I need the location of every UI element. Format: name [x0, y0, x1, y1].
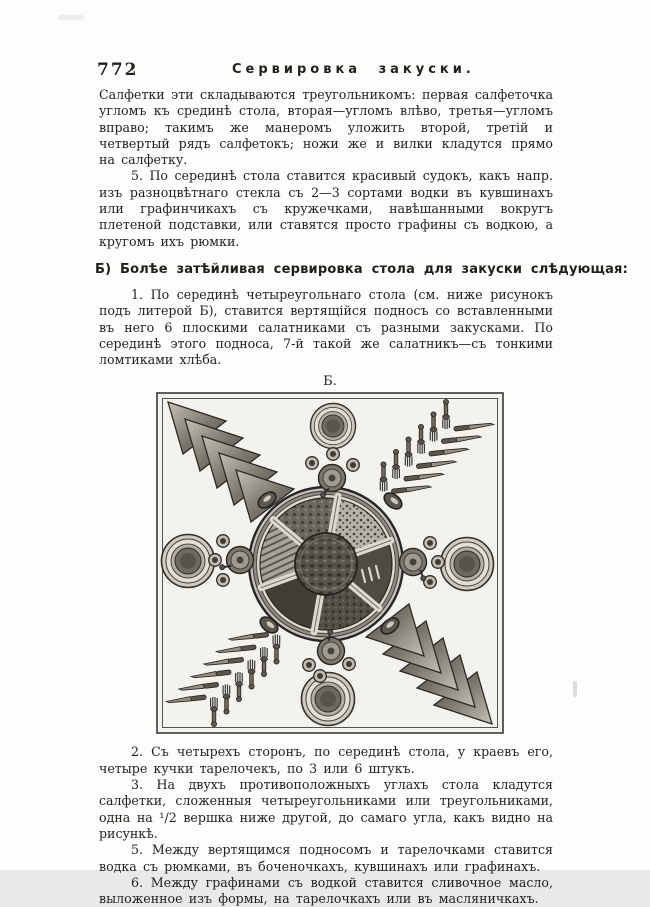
body-text	[95, 87, 628, 907]
running-title: Сервировка закуски.	[232, 62, 475, 77]
paragraph-item-5b: 5. Между вертящимся подносомъ и тарелочками ставится водка съ рюмками, въ боченочкахъ, кувшинахъ или графинахъ.	[99, 842, 553, 874]
plate-stack-east	[441, 538, 494, 591]
paragraph-item-3: 3. На двухъ противоположныхъ углахъ стола кладутся салфетки, сложенныя четыреугольниками или треугольниками, одна на ¹/2 вершка ниже другой, до самаго угла, какъ видно на рисункѣ.	[99, 777, 553, 841]
plate-stack-north	[310, 404, 355, 449]
bread-dish	[295, 533, 357, 595]
paragraph-item-2: 2. Съ четырехъ сторонъ, по серединѣ стола, у краевъ его, четыре кучки тарелочекъ, по 3 или 6 штукъ.	[99, 744, 553, 776]
section-heading: Б) Болѣе затѣйливая сервировка стола для закуски слѣдующая:	[95, 261, 628, 277]
figure-caption: Б.	[323, 374, 337, 390]
paragraph-item-5a: 5. По серединѣ стола ставится красивый судокъ, какъ напр. изъ разноцвѣтнаго стекла съ 2—3 сортами водки въ кувшинахъ или графинчикахъ съ кружечками, навѣшанными вокругъ плетеной подставки, или ставятся просто графины съ водкою, а кругомъ ихъ рюмки.	[99, 168, 553, 249]
scan-artifact	[573, 681, 577, 697]
paragraph-item-6: 6. Между графинами съ водкой ставится сливочное масло, выложенное изъ формы, на тарелочкахъ или въ масляничкахъ.	[99, 874, 553, 907]
paragraph-intro: Салфетки эти складываются треугольникомъ: первая салфеточка угломъ къ срединѣ стола, вторая—угломъ влѣво, третья—угломъ вправо; такимъ же манеромъ уложить второй, третій и четвертый рядъ салфетокъ; ножи же и вилки кладутся прямо на салфетку.	[99, 87, 553, 168]
paragraph-item-1: 1. По серединѣ четыреугольнаго стола (см. ниже рисунокъ подъ литерой Б), ставится вертящійся подносъ со вставленными въ него 6 плоскими салатниками съ разными закусками. По серединѣ этого подноса, 7-й такой же салатникъ—съ тонкими ломтиками хлѣба.	[99, 286, 553, 368]
plate-stack-west	[162, 535, 215, 588]
rotating-tray	[249, 487, 403, 641]
page-number: 772	[97, 60, 139, 80]
scan-smudge	[58, 15, 84, 20]
figure-block	[156, 374, 504, 738]
plate-stack-south	[302, 673, 355, 726]
table-setting-figure	[156, 392, 504, 734]
